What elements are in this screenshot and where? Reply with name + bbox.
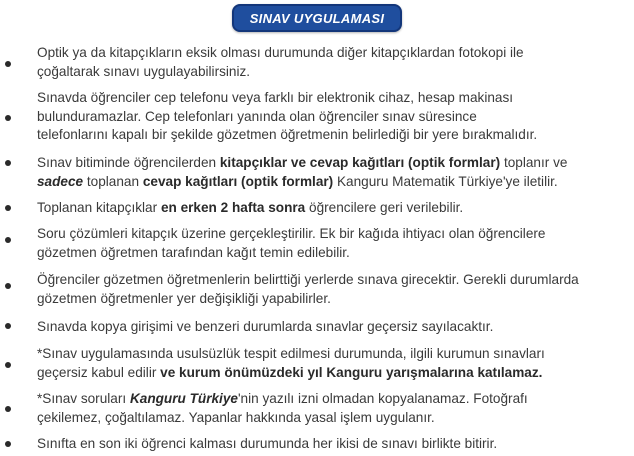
- rule-text-segment: sadece: [37, 173, 84, 189]
- bullet-icon: [5, 283, 11, 289]
- rule-text: [37, 154, 629, 191]
- rule-text-segment: Kanguru Matematik Türkiye'ye iletilir.: [333, 173, 558, 189]
- rule-text-segment: toplanan: [83, 173, 143, 189]
- rule-line: [37, 225, 629, 244]
- rule-text: [37, 435, 629, 454]
- rule-text-segment: çoğaltarak sınavı uygulayabilirsiniz.: [37, 63, 251, 79]
- rule-line: [37, 390, 629, 409]
- rule-text-segment: 'nin yazılı izni olmadan kopyalanamaz. Fotoğrafı: [237, 391, 528, 406]
- rule-line: [37, 44, 629, 63]
- bullet-icon: [5, 237, 11, 243]
- rule-text: [37, 271, 629, 308]
- rule-text-segment: Toplanan kitapçıklar: [37, 200, 161, 215]
- rule-text-segment: Soru çözümleri kitapçık üzerine gerçekleştirilir. Ek bir kağıda ihtiyacı olan öğrencilere: [37, 226, 546, 241]
- rule-line: [37, 244, 629, 263]
- rule-text-segment: Sınav bitiminde öğrencilerden: [37, 155, 220, 170]
- rule-line: [37, 89, 629, 108]
- rule-text-segment: Kanguru Türkiye: [129, 391, 238, 406]
- rule-line: [37, 318, 629, 337]
- section-title: SINAV UYGULAMASI: [232, 4, 403, 32]
- rule-line: [37, 271, 629, 290]
- bullet-icon: [5, 323, 11, 329]
- rule-text: [37, 318, 629, 337]
- rule-text-segment: gözetmen öğretmenler yer değişikliği yapabilirler.: [37, 290, 331, 306]
- rule-text-segment: Sınavda kopya girişimi ve benzeri durumlarda sınavlar geçersiz sayılacaktır.: [37, 319, 494, 334]
- rule-line: [37, 435, 629, 454]
- rule-text-segment: toplanır ve: [500, 155, 568, 170]
- rule-text-segment: geçersiz kabul edilir: [37, 364, 161, 380]
- rule-line: [37, 364, 629, 383]
- rule-text: [37, 199, 629, 218]
- bullet-icon: [5, 115, 11, 121]
- rule-text-segment: Sınıfta en son iki öğrenci kalması durumunda her ikisi de sınavı birlikte bitirir.: [37, 436, 498, 451]
- bullet-icon: [5, 441, 11, 447]
- bullet-icon: [5, 406, 11, 412]
- rule-line: [37, 173, 629, 192]
- rule-text: [37, 390, 629, 427]
- rule-text-segment: öğrencilere geri verilebilir.: [305, 200, 464, 215]
- rule-line: [37, 290, 629, 309]
- rule-line: [37, 154, 629, 173]
- rule-text-segment: ve kurum önümüzdeki yıl Kanguru yarışmalarına katılamaz.: [160, 364, 543, 380]
- rule-text-segment: Öğrenciler gözetmen öğretmenlerin belirttiği yerlerde sınava girecektir. Gerekli durumlarda: [37, 272, 579, 287]
- rule-line: [37, 345, 629, 364]
- rule-text-segment: gözetmen öğretmen tarafından kağıt temin edilebilir.: [37, 244, 350, 260]
- rule-text: [37, 345, 629, 382]
- bullet-icon: [5, 362, 11, 368]
- rule-text-segment: *Sınav uygulamasında usulsüzlük tespit edilmesi durumunda, ilgili kurumun sınavları: [37, 346, 545, 361]
- rule-line: [37, 108, 629, 127]
- rule-text-segment: telefonlarını kapalı bir şekilde gözetmen öğretmenin belirlediği bir yere bırakmalıdır.: [37, 127, 538, 142]
- rule-text-segment: bulunduramazlar. Cep telefonları yanında olan öğrenciler sınav süresince: [37, 108, 477, 124]
- rule-text-segment: en erken 2 hafta sonra: [160, 200, 306, 215]
- bullet-icon: [5, 205, 11, 211]
- rule-text-segment: Sınavda öğrenciler cep telefonu veya farklı bir elektronik cihaz, hesap makinası: [37, 90, 514, 105]
- rule-text: [37, 44, 629, 81]
- rule-text-segment: çekilemez, çoğaltılamaz. Yapanlar hakkında yasal işlem uygulanır.: [37, 409, 435, 425]
- rule-text-segment: *Sınav soruları: [37, 391, 130, 406]
- rule-text: [37, 225, 629, 262]
- bullet-icon: [5, 160, 11, 166]
- rule-text-segment: Optik ya da kitapçıkların eksik olması durumunda diğer kitapçıklardan fotokopi ile: [37, 45, 524, 60]
- rule-text-segment: kitapçıklar ve cevap kağıtları (optik formlar): [219, 155, 501, 170]
- bullet-icon: [5, 61, 11, 67]
- rule-line: [37, 126, 629, 145]
- rule-line: [37, 199, 629, 218]
- rule-text-segment: cevap kağıtları (optik formlar): [142, 173, 334, 189]
- rule-line: [37, 63, 629, 82]
- rule-text: [37, 89, 629, 145]
- rule-line: [37, 409, 629, 428]
